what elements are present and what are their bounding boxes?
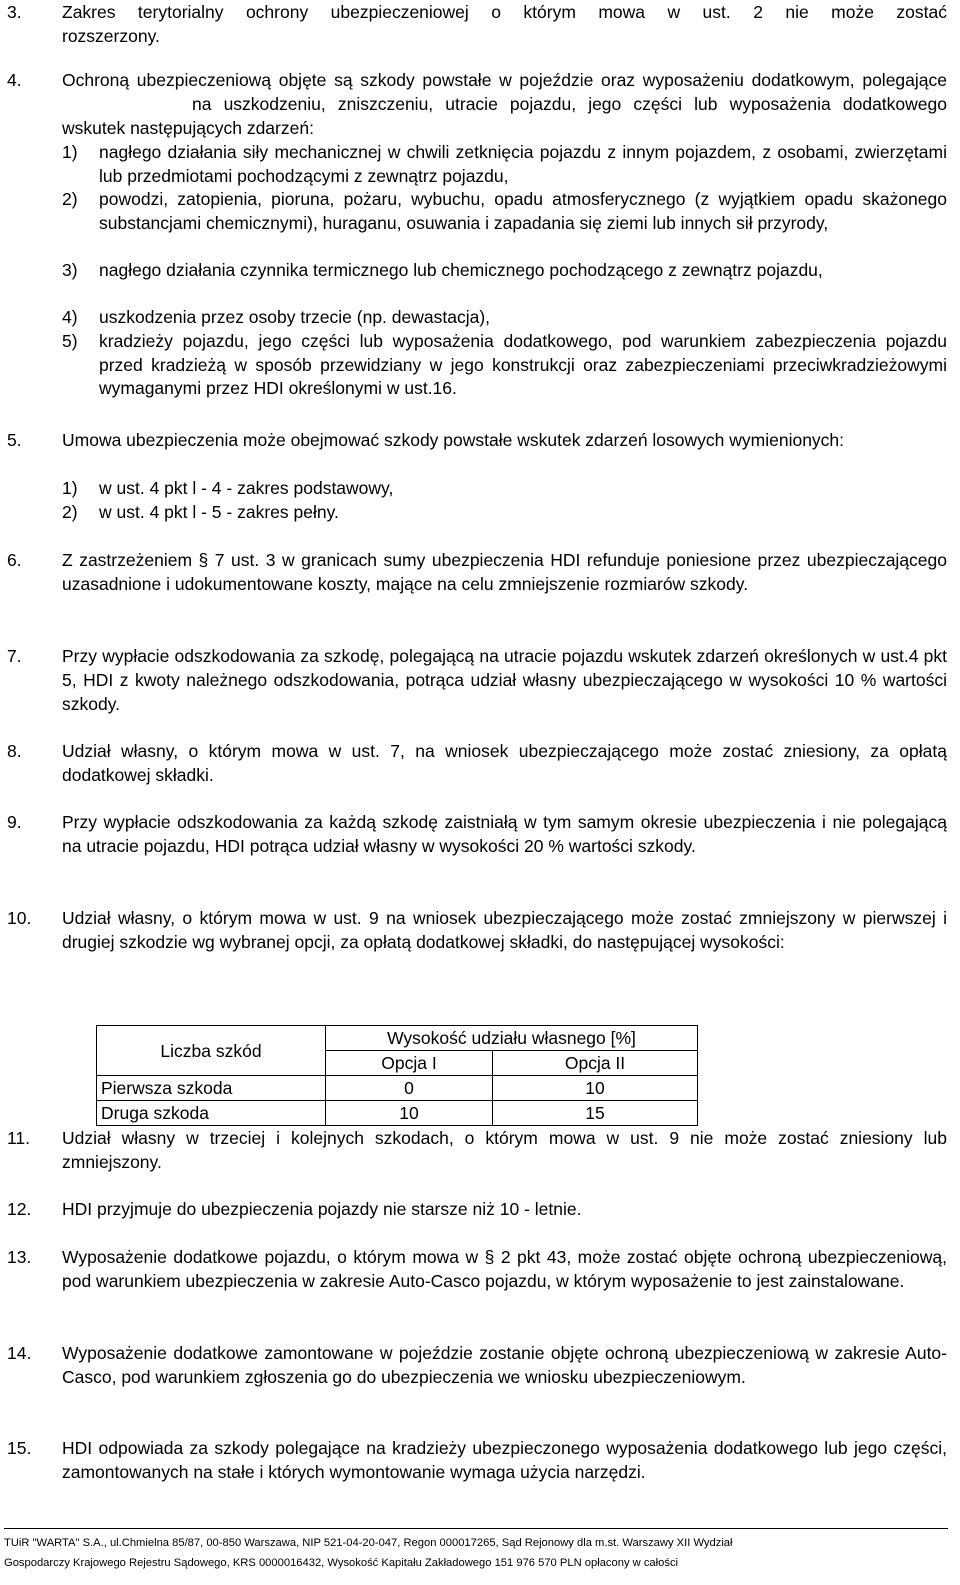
list-item (62, 501, 947, 525)
paragraph-number: 5. (7, 430, 22, 450)
list-item (62, 306, 947, 330)
paragraph-number: 3. (7, 2, 22, 22)
paragraph-number: 11. (7, 1128, 31, 1148)
list-item-text: nagłego działania siły mechanicznej w chwili zetknięcia pojazdu z innym pojazdem, z osobami, zwierzętami lub przedmiotami pochodzącymi z zewnątrz pojazdu, (99, 142, 947, 186)
paragraph-number: 12. (7, 1199, 32, 1219)
table-row (97, 1101, 698, 1126)
paragraph-text: Wyposażenie dodatkowe zamontowane w pojeździe zostanie objęte ochroną ubezpieczeniową w zakresie Auto-Casco, pod warunkiem zgłoszenia go do ubezpieczenia we wniosku ubezpieczeniowym. (62, 1343, 947, 1387)
paragraph-text-part: Ochroną ubezpieczeniową objęte są szkody powstałe w pojeździe oraz wyposażeniu dodatkowym, polegające (62, 70, 947, 90)
paragraph-text: Udział własny, o którym mowa w ust. 9 na wniosek ubezpieczającego może zostać zmniejszony w pierwszej i drugiej szkodzie wg wybranej opcji, za opłatą dodatkowej składki, do następującej wysokości: (62, 908, 947, 952)
table-cell-value: 15 (493, 1101, 698, 1126)
list-item-text: uszkodzenia przez osoby trzecie (np. dewastacja), (99, 307, 491, 327)
list-item-number: 3) (62, 260, 78, 280)
table-cell-label: Druga szkoda (97, 1101, 326, 1126)
paragraph-text (62, 68, 947, 140)
table-header-deductible: Wysokość udziału własnego [%] (326, 1026, 698, 1051)
list-item-text: w ust. 4 pkt l - 4 - zakres podstawowy, (99, 478, 394, 498)
paragraph-text: Przy wypłacie odszkodowania za szkodę, polegającą na utracie pojazdu wskutek zdarzeń określonych w ust.4 pkt 5, HDI z kwoty należnego odszkodowania, potrąca udział własny ubezpieczającego w wysokości 10 % wartości szkody. (62, 646, 947, 714)
footer-line-1: TUiR "WARTA" S.A., ul.Chmielna 85/87, 00-850 Warszawa, NIP 521-04-20-047, Regon 000017265, Sąd Rejonowy dla m.st. Warszawy XII Wydział (4, 1537, 733, 1549)
paragraph-text: HDI przyjmuje do ubezpieczenia pojazdy nie starsze niż 10 - letnie. (62, 1199, 582, 1219)
list-item (62, 477, 947, 501)
list-item-number: 1) (62, 142, 78, 162)
table-cell-value: 0 (326, 1076, 493, 1101)
paragraph-line: Zakres terytorialny ochrony ubezpieczeniowej o którym mowa w ust. 2 nie może zostać (62, 2, 947, 22)
paragraph-number: 8. (7, 741, 22, 761)
paragraph-number: 15. (7, 1438, 32, 1458)
paragraph-number: 10. (7, 908, 32, 928)
footer-divider (4, 1528, 948, 1529)
paragraph-number: 4. (7, 70, 22, 90)
list-item-number: 4) (62, 307, 78, 327)
table-header-option-1: Opcja I (326, 1051, 493, 1076)
paragraph-text: Z zastrzeżeniem § 7 ust. 3 w granicach sumy ubezpieczenia HDI refunduje poniesione przez ubezpieczającego uzasadnione i udokumentowane koszty, mające na celu zmniejszenie rozmiarów szkody. (62, 550, 947, 594)
table-header-option-2: Opcja II (493, 1051, 698, 1076)
list-item-text: kradzieży pojazdu, jego części lub wyposażenia dodatkowego, pod warunkiem zabezpieczenia pojazdu przed kradzieżą w sposób przewidziany w jego konstrukcji oraz zabezpieczeniami przeciwkradzieżowymi wymaganymi przez HDI określonymi w ust.16. (99, 331, 947, 398)
list-item (62, 259, 947, 283)
deductible-table (96, 1025, 698, 1126)
paragraph-line: rozszerzony. (62, 26, 160, 46)
list-item-number: 5) (62, 331, 78, 351)
list-item-text: powodzi, zatopienia, pioruna, pożaru, wybuchu, opadu atmosferycznego (z wyjątkiem opadu skażonego substancjami chemicznymi), huraganu, osuwania i zapadania się ziemi lub innych sił przyrody, (99, 189, 947, 233)
paragraph-text: Wyposażenie dodatkowe pojazdu, o którym mowa w § 2 pkt 43, może zostać objęte ochroną ubezpieczeniową, pod warunkiem ubezpieczenia w zakresie Auto-Casco pojazdu, w którym wyposażenie to jest zainstalowane. (62, 1247, 947, 1291)
list-item (62, 188, 947, 235)
paragraph-number: 9. (7, 812, 22, 832)
paragraph-number: 6. (7, 550, 22, 570)
table-cell-label: Pierwsza szkoda (97, 1076, 326, 1101)
table-cell-value: 10 (326, 1101, 493, 1126)
list-item-number: 2) (62, 189, 78, 209)
paragraph-text: HDI odpowiada za szkody polegające na kradzieży ubezpieczonego wyposażenia dodatkowego lub jego części, zamontowanych na stałe i których wymontowanie wymaga użycia narzędzi. (62, 1438, 947, 1482)
paragraph-text: Przy wypłacie odszkodowania za każdą szkodę zaistniałą w tym samym okresie ubezpieczenia i nie polegającą na utracie pojazdu, HDI potrąca udział własny w wysokości 20 % wartości szkody. (62, 812, 947, 856)
paragraph-text: Umowa ubezpieczenia może obejmować szkody powstałe wskutek zdarzeń losowych wymienionych: (62, 430, 845, 450)
list-item (62, 330, 947, 401)
paragraph-number: 14. (7, 1343, 32, 1363)
list-item-number: 2) (62, 502, 78, 522)
paragraph-number: 13. (7, 1247, 32, 1267)
paragraph-number: 7. (7, 646, 22, 666)
footer-line-2: Gospodarczy Krajowego Rejestru Sądowego, KRS 0000016432, Wysokość Kapitału Zakładowego 151 976 570 PLN opłacony w całości (4, 1557, 679, 1569)
list-item-text: w ust. 4 pkt l - 5 - zakres pełny. (99, 502, 339, 522)
paragraph-text (62, 0, 947, 48)
table-header-claims-count: Liczba szkód (97, 1026, 326, 1076)
list-item-text: nagłego działania czynnika termicznego lub chemicznego pochodzącego z zewnątrz pojazdu, (99, 260, 823, 280)
paragraph-text: Udział własny, o którym mowa w ust. 7, na wniosek ubezpieczającego może zostać zniesiony, za opłatą dodatkowej składki. (62, 741, 947, 785)
table-header-row (97, 1026, 698, 1051)
table-cell-value: 10 (493, 1076, 698, 1101)
paragraph-text: Udział własny w trzeciej i kolejnych szkodach, o którym mowa w ust. 9 nie może zostać zniesiony lub zmniejszony. (62, 1128, 947, 1172)
table-row (97, 1076, 698, 1101)
list-item-number: 1) (62, 478, 78, 498)
list-item (62, 141, 947, 188)
paragraph-text-part: na uszkodzeniu, zniszczeniu, utracie pojazdu, jego części lub wyposażenia dodatkowego wskutek następujących zdarzeń: (62, 94, 947, 138)
